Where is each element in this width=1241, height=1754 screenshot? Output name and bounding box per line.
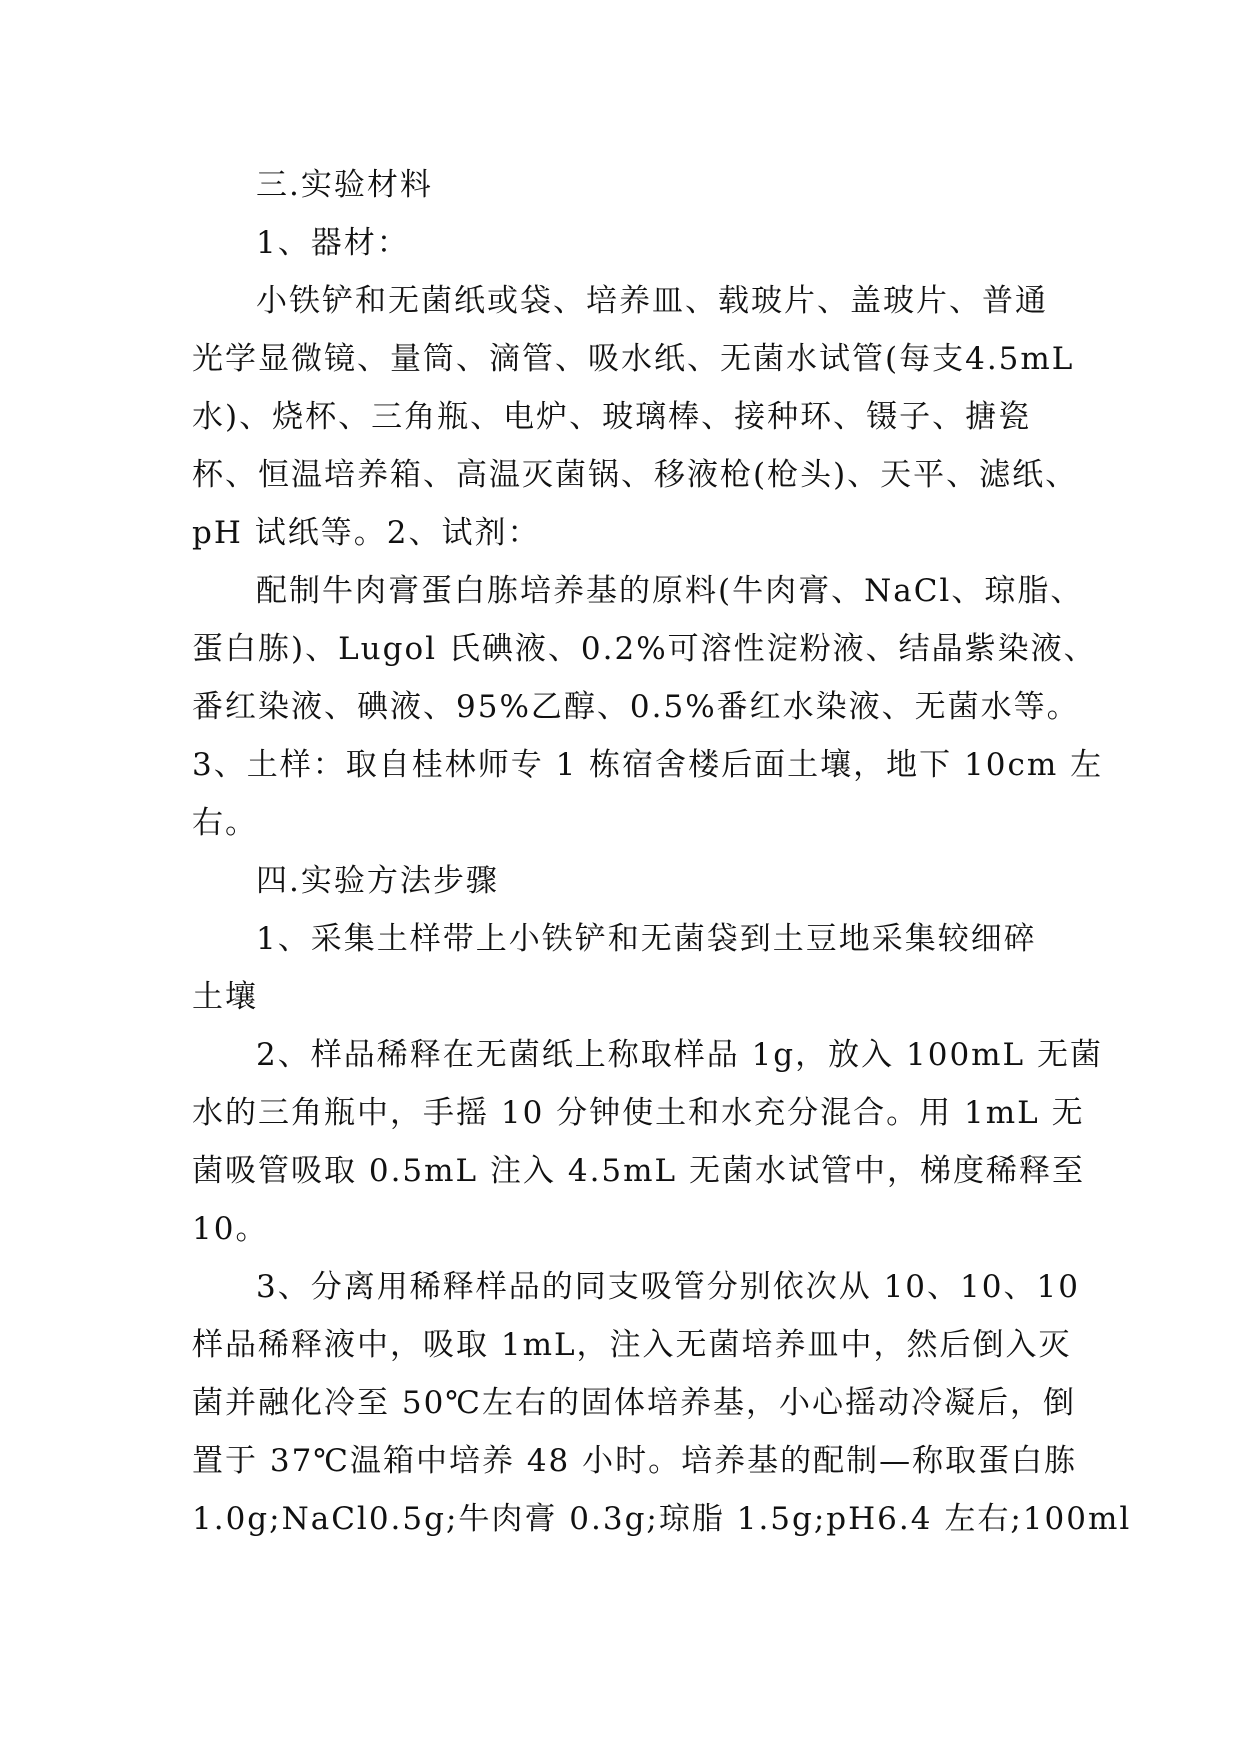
paragraph-line: 蛋白胨)、Lugol 氏碘液、0.2%可溶性淀粉液、结晶紫染液、 [192, 631, 1097, 667]
paragraph-line: 3、分离用稀释样品的同支吸管分别依次从 10、10、10 [256, 1269, 1080, 1305]
subheading-equipment: 1、器材： [256, 225, 410, 261]
paragraph-line: 右。 [192, 805, 258, 841]
paragraph-line: 样品稀释液中，吸取 1mL，注入无菌培养皿中，然后倒入灭 [192, 1327, 1072, 1363]
paragraph-line: 杯、恒温培养箱、高温灭菌锅、移液枪(枪头)、天平、滤纸、 [192, 457, 1079, 493]
paragraph-line: 配制牛肉膏蛋白胨培养基的原料(牛肉膏、NaCl、琼脂、 [256, 573, 1084, 609]
paragraph-line: 水的三角瓶中，手摇 10 分钟使土和水充分混合。用 1mL 无 [192, 1095, 1085, 1131]
paragraph-line: 10。 [192, 1211, 269, 1247]
paragraph-line: 3、土样：取自桂林师专 1 栋宿舍楼后面土壤，地下 10cm 左 [192, 747, 1104, 783]
section-heading-materials: 三.实验材料 [256, 167, 433, 203]
paragraph-line: 2、样品稀释在无菌纸上称取样品 1g，放入 100mL 无菌 [256, 1037, 1104, 1073]
section-heading-methods: 四.实验方法步骤 [256, 863, 499, 899]
paragraph-line: 小铁铲和无菌纸或袋、培养皿、载玻片、盖玻片、普通 [256, 283, 1048, 319]
paragraph-line: 菌并融化冷至 50℃左右的固体培养基，小心摇动冷凝后，倒 [192, 1385, 1076, 1421]
paragraph-line: 1、采集土样带上小铁铲和无菌袋到土豆地采集较细碎 [256, 921, 1037, 957]
paragraph-line: 置于 37℃温箱中培养 48 小时。培养基的配制—称取蛋白胨 [192, 1443, 1078, 1479]
paragraph-line: pH 试纸等。2、试剂： [192, 515, 541, 551]
paragraph-line: 土壤 [192, 979, 258, 1015]
document-body [192, 156, 1132, 1548]
paragraph-line: 菌吸管吸取 0.5mL 注入 4.5mL 无菌水试管中，梯度稀释至 [192, 1153, 1085, 1189]
paragraph-line: 1.0g;NaCl0.5g;牛肉膏 0.3g;琼脂 1.5g;pH6.4 左右;100ml [192, 1501, 1132, 1537]
paragraph-line: 水)、烧杯、三角瓶、电炉、玻璃棒、接种环、镊子、搪瓷 [192, 399, 1032, 435]
paragraph-line: 光学显微镜、量筒、滴管、吸水纸、无菌水试管(每支4.5mL [192, 341, 1075, 377]
paragraph-line: 番红染液、碘液、95%乙醇、0.5%番红水染液、无菌水等。 [192, 689, 1080, 725]
